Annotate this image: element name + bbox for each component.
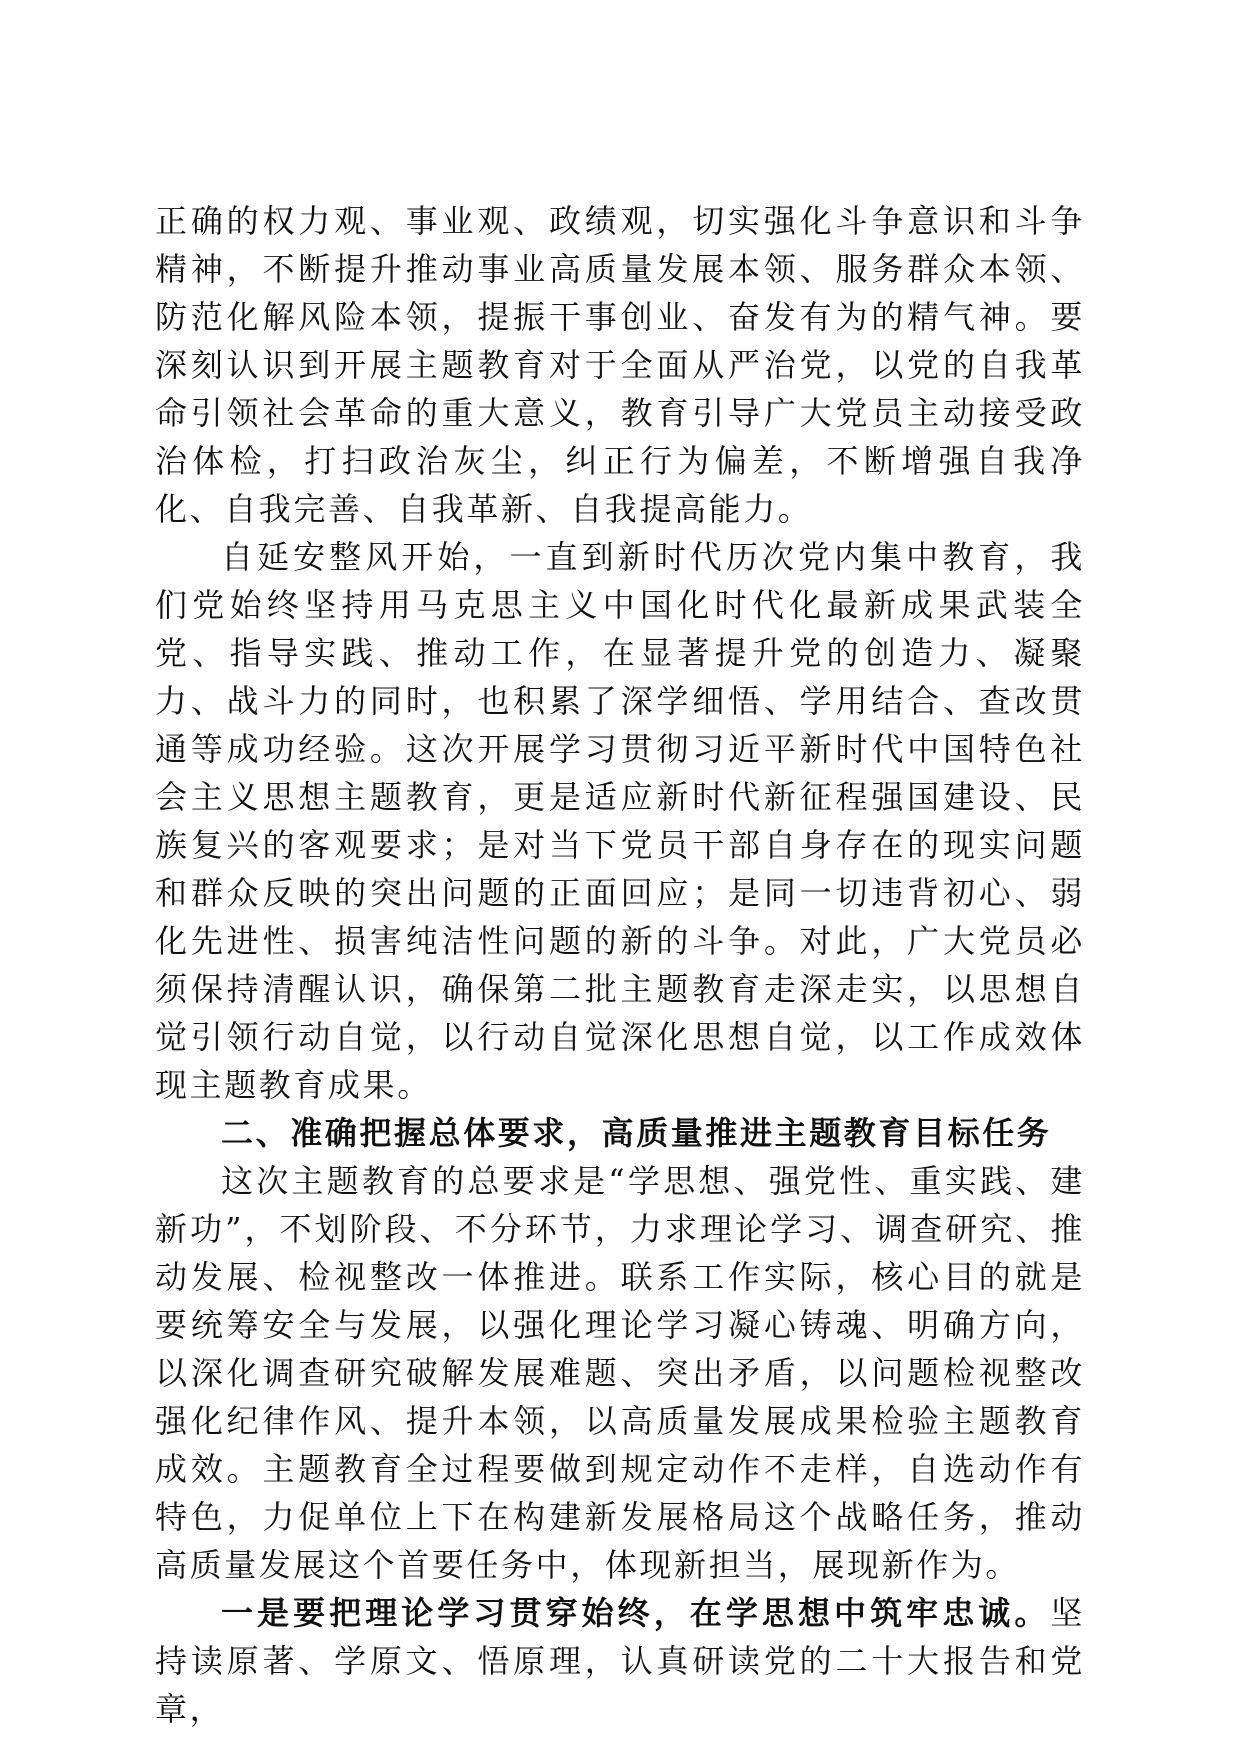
paragraph-3: 这次主题教育的总要求是“学思想、强党性、重实践、建新功”，不划阶段、不分环节，力求理论学习、调查研究、推动发展、检视整改一体推进。联系工作实际，核心目的就是要统筹安全与发展，以强化理论学习凝心铸魂、明确方向，以深化调查研究破解发展难题、突出矛盾，以问题检视整改强化纪律作风、提升本领，以高质量发展成果检验主题教育成效。主题教育全过程要做到规定动作不走样，自选动作有特色，力促单位上下在构建新发展格局这个战略任务，推动高质量发展这个首要任务中，体现新担当，展现新作为。: [155, 1162, 1085, 1584]
section-heading: 二、准确把握总体要求，高质量推进主题教育目标任务: [221, 1114, 1052, 1152]
paragraph-2: 自延安整风开始，一直到新时代历次党内集中教育，我们党始终坚持用马克思主义中国化时代化最新成果武装全党、指导实践、推动工作，在显著提升党的创造力、凝聚力、战斗力的同时，也积累了深学细悟、学用结合、查改贯通等成功经验。这次开展学习贯彻习近平新时代中国特色社会主义思想主题教育，更是适应新时代新征程强国建设、民族复兴的客观要求；是对当下党员干部自身存在的现实问题和群众反映的突出问题的正面回应；是同一切违背初心、弱化先进性、损害纯洁性问题的新的斗争。对此，广大党员必须保持清醒认识，确保第二批主题教育走深走实，以思想自觉引领行动自觉，以行动自觉深化思想自觉，以工作成效体现主题教育成果。: [155, 538, 1085, 1104]
paragraph-1: 正确的权力观、事业观、政绩观，切实强化斗争意识和斗争精神，不断提升推动事业高质量发展本领、服务群众本领、防范化解风险本领，提振干事创业、奋发有为的精气神。要深刻认识到开展主题教育对于全面从严治党，以党的自我革命引领社会革命的重大意义，教育引导广大党员主动接受政治体检，打扫政治灰尘，纠正行为偏差，不断增强自我净化、自我完善、自我革新、自我提高能力。: [155, 202, 1085, 528]
document-page: [155, 197, 1085, 1728]
paragraph-4-body: 坚持读原著、学原文、悟原理，认真研读党的二十大报告和党章，: [155, 1594, 1085, 1728]
paragraph-4: [155, 1589, 1085, 1733]
paragraph-4-lead: 一是要把理论学习贯穿始终，在学思想中筑牢忠诚。: [221, 1594, 1051, 1632]
